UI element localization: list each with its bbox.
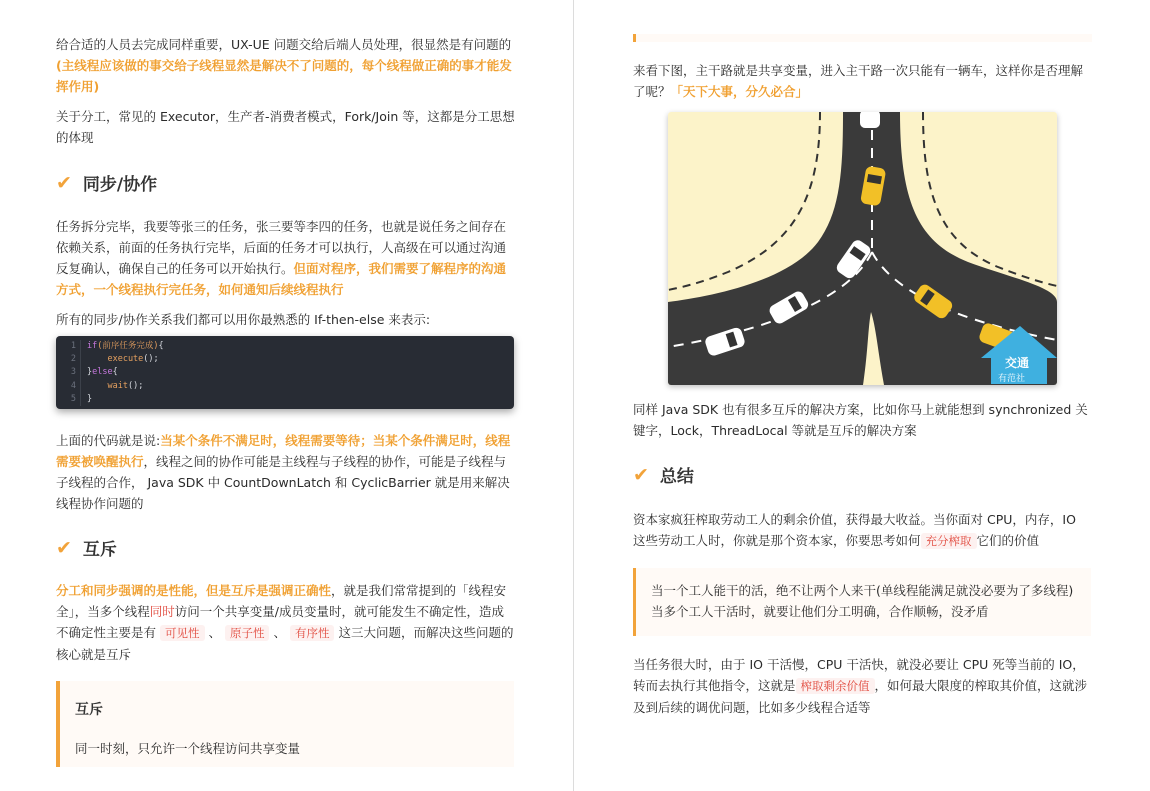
code-token: else (92, 367, 113, 378)
logo-text-1: 交通 (1005, 356, 1030, 370)
heading-mutex (56, 535, 117, 560)
paragraph-text: 上面的代码就是说: (56, 433, 161, 448)
highlight-text: 同时 (149, 604, 175, 619)
checkmark-icon: ✔ (633, 463, 649, 486)
paragraph-executor: 关于分工，常见的 Executor，生产者-消费者模式，Fork/Join 等，这都是分工思想的体现 (56, 109, 515, 145)
paragraph-text: 资本家疯狂榨取劳动工人的剩余价值，获得最大收益。当你面对 CPU，内存，IO 这些劳动工人时，你就是那个资本家，你要思考如何 (633, 512, 1076, 548)
code-token: (); (143, 354, 159, 365)
tag-fully-extract: 充分榨取 (921, 533, 977, 549)
code-block (56, 336, 514, 409)
paragraph-text: ，如何最大限度的榨取其价值，这就涉及到后续的调优问题，比如多少线程合适等 (633, 678, 1088, 715)
code-token: if (87, 341, 98, 351)
quote-bar-top (633, 34, 1092, 42)
paragraph-text: 来看下图，主干路就是共享变量，进入主干路一次只能有一辆车，这样你是否理解了呢？ (633, 63, 1084, 99)
code-token: { (112, 367, 118, 378)
paragraph-text: 访问一个共享变量/成员变量时，就可能发生不确定性，造成不确定性主要是有 (56, 604, 504, 640)
code-line-number: 3 (56, 366, 81, 379)
tag-ordering: 有序性 (290, 625, 335, 641)
code-line-number: 1 (56, 340, 81, 353)
code-line (56, 393, 514, 406)
logo-text-2: 有范社 (998, 374, 1026, 384)
paragraph-sync (56, 216, 515, 300)
code-token: } (87, 367, 93, 378)
heading-summary (633, 462, 694, 487)
code-line (56, 366, 514, 379)
code-token: wait (87, 380, 128, 391)
code-line (56, 340, 514, 353)
tag-visibility: 可见性 (160, 625, 205, 641)
paragraph-text: ，就是我们常常提到的「线程安全」，当多个线程 (56, 583, 507, 619)
paragraph-division-of-labor (56, 34, 515, 97)
paragraph-large-task (633, 654, 1091, 718)
code-line (56, 380, 514, 393)
highlight-text: 但面对程序，我们需要了解程序的沟通方式，一个线程执行完任务，如何通知后续线程执行 (56, 261, 507, 297)
road-merge-image (668, 112, 1057, 385)
road-merge-illustration (668, 112, 1057, 385)
highlight-text: 「天下大事，分久必合」 (670, 84, 809, 99)
paragraph-mutex (56, 580, 515, 665)
code-line (56, 353, 514, 366)
paragraph-text: 给合适的人员去完成同样重要，UX-UE 问题交给后端人员处理，很显然是有问题的 (56, 37, 512, 52)
paragraph-road (633, 60, 1091, 102)
paragraph-text: 任务拆分完毕，我要等张三的任务，张三要等李四的任务，也就是说任务之间存在依赖关系，前面的任务执行完毕，后面的任务才可以执行，人高级在可以通过沟通反复确认，确保自己的任务可以开始执行。 (56, 219, 507, 276)
paragraph-if-then-else: 所有的同步/协作关系我们都可以用你最熟悉的 If-then-else 来表示: (56, 312, 431, 327)
checkmark-icon: ✔ (56, 536, 72, 559)
code-line-number: 2 (56, 353, 81, 366)
tag-extract-surplus: 榨取剩余价值 (796, 678, 875, 694)
right-page (574, 0, 1150, 791)
code-token: { (158, 341, 164, 351)
quote-line-2: 当多个工人干活时，就要让他们分工明确，合作顺畅，没矛盾 (651, 604, 989, 619)
quote-line-1: 当一个工人能干的活，绝不让两个人来干(单线程能满足就没必要为了多线程) (651, 583, 1074, 598)
paragraph-text: 这三大问题，而解决这些问题的核心就是互斥 (56, 625, 514, 662)
paragraph-text: 它们的价值 (976, 533, 1040, 548)
highlight-text: 分工和同步强调的是性能，但是互斥是强调正确性 (56, 583, 332, 598)
heading-text: 互斥 (82, 540, 117, 560)
code-token: execute (87, 354, 144, 365)
quote-title: 互斥 (75, 702, 103, 718)
heading-text: 同步/协作 (82, 175, 158, 195)
paragraph-capitalist (633, 509, 1091, 552)
code-line-number: 5 (56, 393, 81, 406)
paragraph-java-sdk: 同样 Java SDK 也有很多互斥的解决方案，比如你马上就能想到 synchronized 关键字，Lock，ThreadLocal 等就是互斥的解决方案 (633, 402, 1088, 438)
quote-workers (633, 568, 1091, 636)
heading-sync (56, 170, 157, 195)
paragraph-text: 当任务很大时，由于 IO 干活慢，CPU 干活快，就没必要让 CPU 死等当前的 IO，转而去执行其他指令，这就是 (633, 657, 1085, 693)
code-line-number: 4 (56, 380, 81, 393)
highlight-text: 当某个条件不满足时，线程需要等待；当某个条件满足时，线程需要被唤醒执行 (56, 433, 511, 469)
heading-text: 总结 (659, 467, 694, 487)
code-token: (前序任务完成) (97, 341, 159, 351)
paragraph-text: ，线程之间的协作可能是主线程与子线程的协作，可能是子线程与子线程的合作， Java SDK 中 CountDownLatch 和 CyclicBarrier 就是用来解决线程协作问题的 (56, 454, 510, 511)
left-page (0, 0, 573, 791)
paragraph-code-explanation (56, 430, 515, 514)
separator: 、 (208, 625, 221, 640)
quote-body: 同一时刻，只允许一个线程访问共享变量 (75, 741, 301, 756)
quote-mutex (56, 681, 514, 767)
separator: 、 (273, 625, 286, 640)
checkmark-icon: ✔ (56, 171, 72, 194)
tag-atomicity: 原子性 (225, 625, 270, 641)
code-token: } (87, 393, 93, 404)
code-token: (); (127, 380, 144, 391)
highlight-text: (主线程应该做的事交给子线程显然是解决不了问题的，每个线程做正确的事才能发挥作用) (56, 58, 512, 94)
